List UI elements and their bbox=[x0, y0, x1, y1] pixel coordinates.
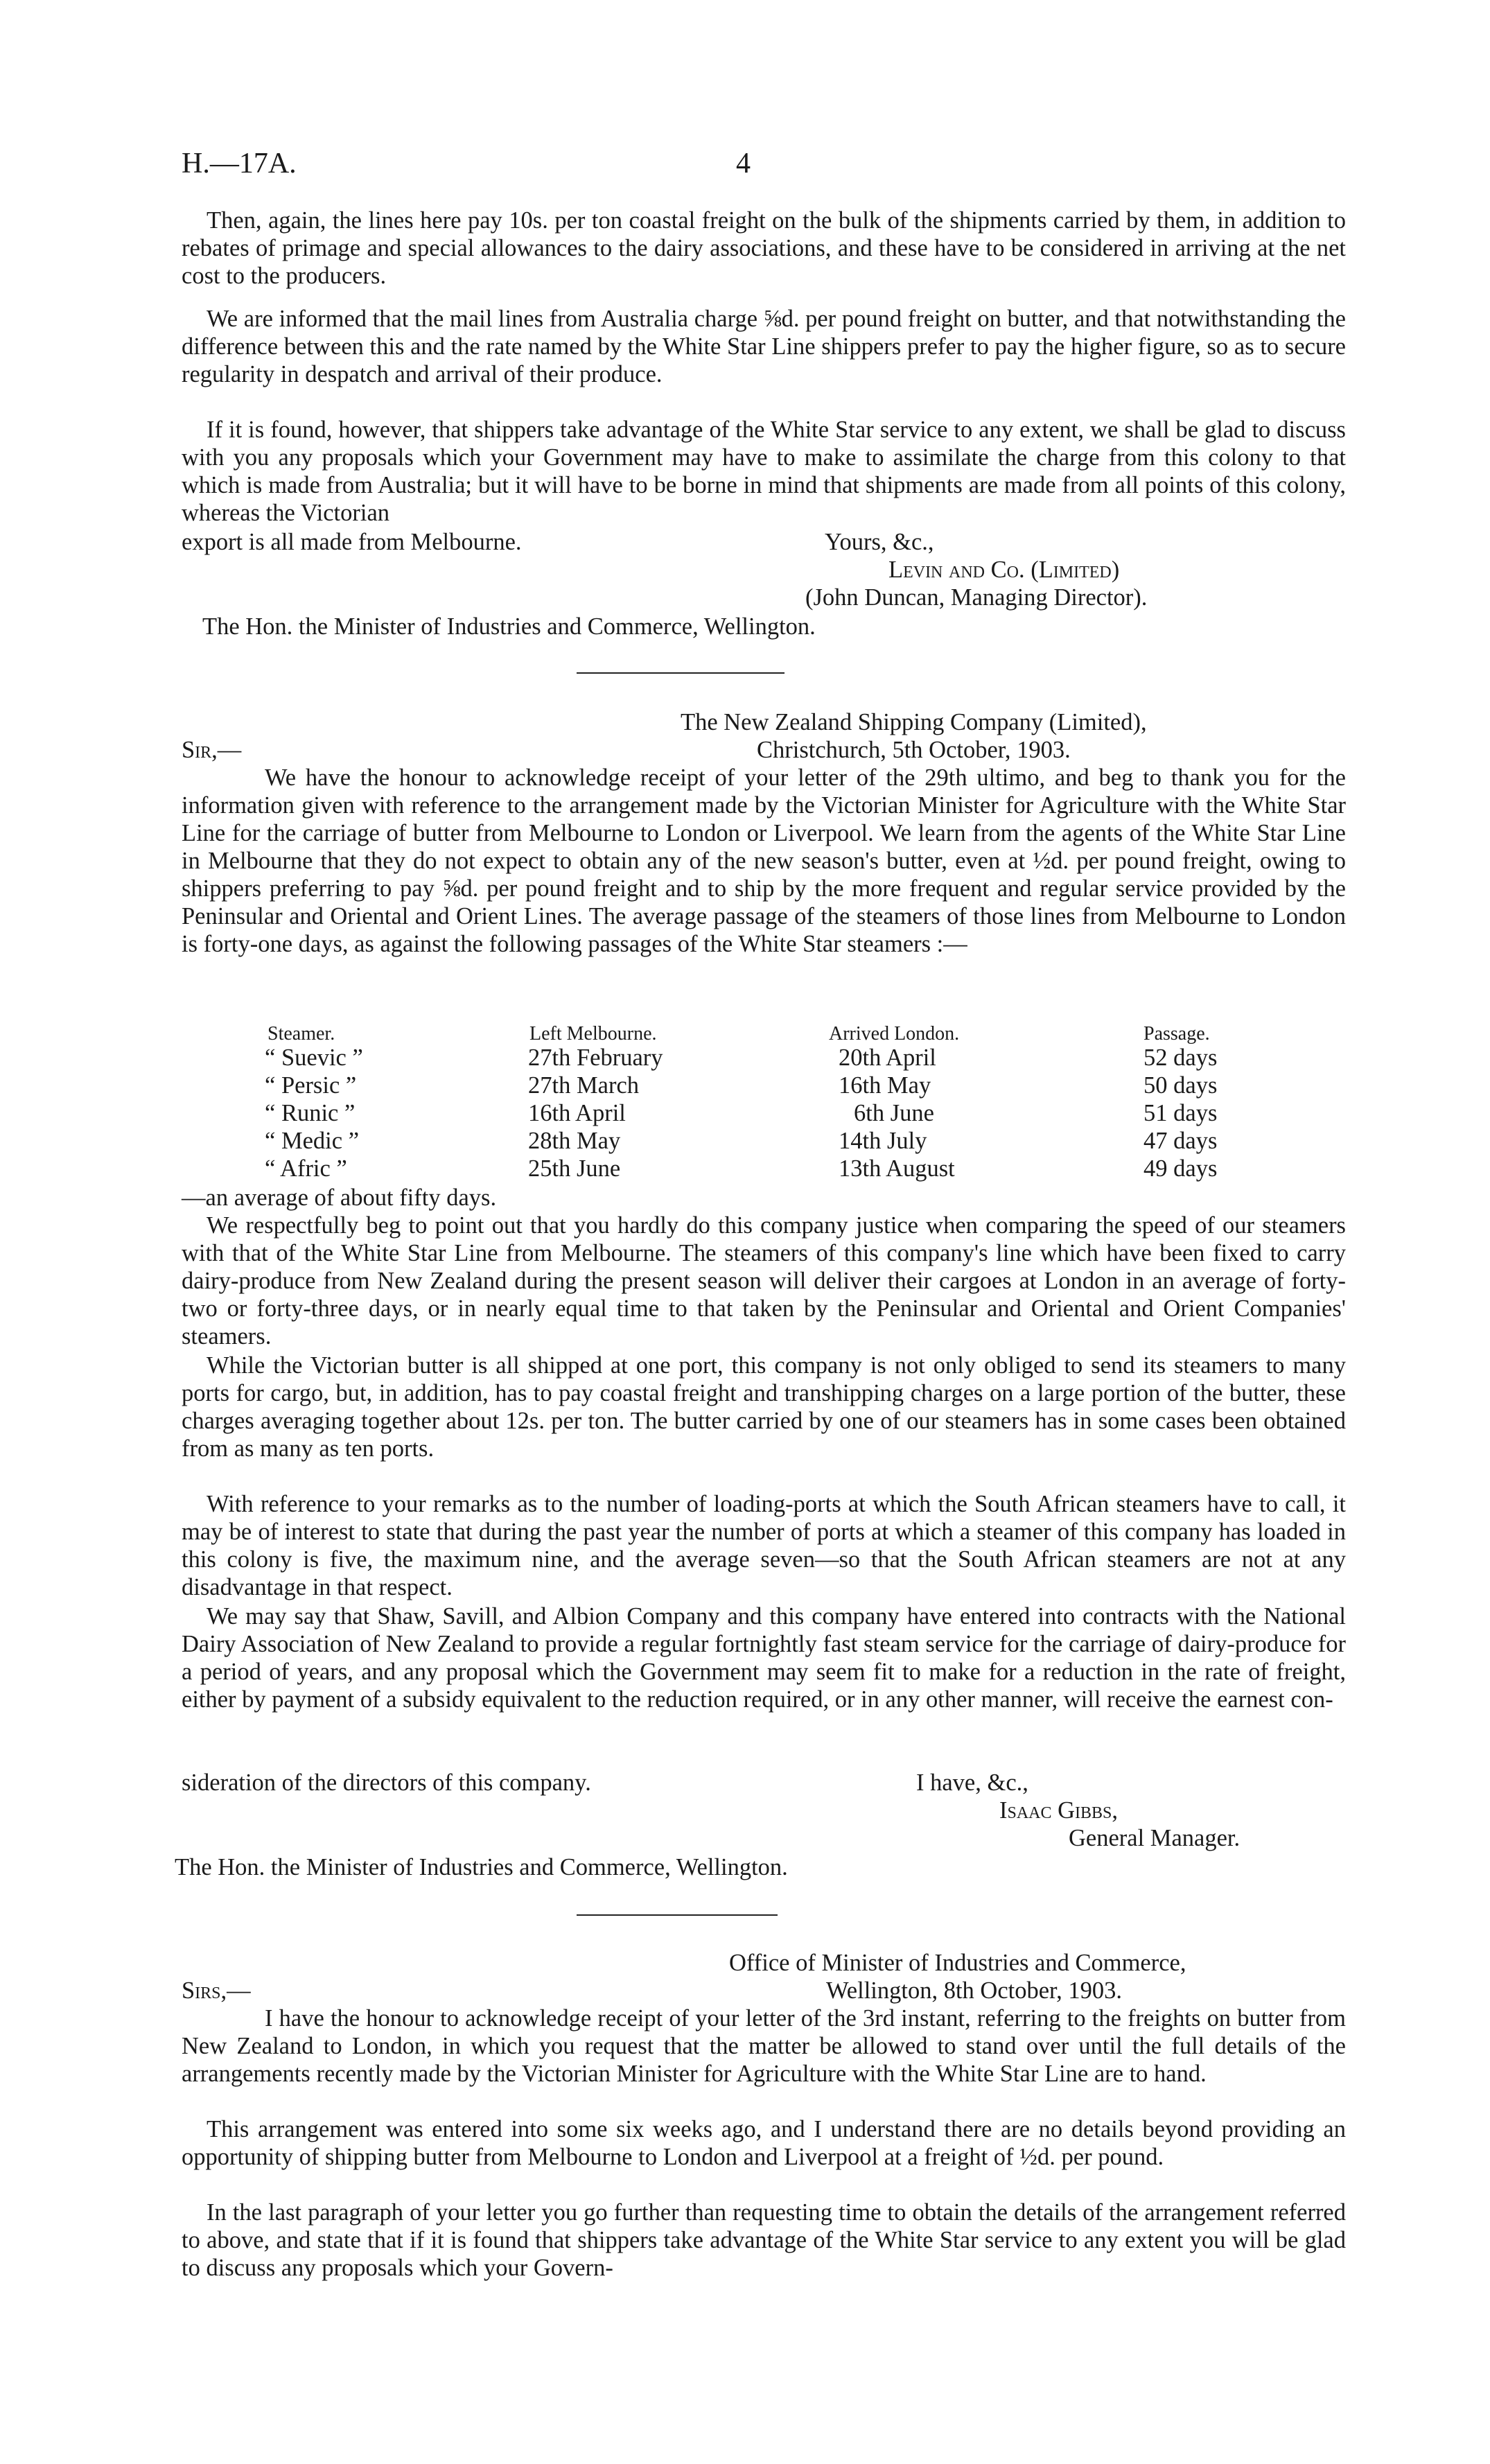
arrived-date: 6th June bbox=[854, 1100, 934, 1126]
passage-days: 52 days bbox=[1143, 1045, 1218, 1071]
letter2-last-line: sideration of the directors of this company. bbox=[182, 1770, 591, 1796]
steamer-name: “ Medic ” bbox=[265, 1128, 360, 1154]
letter2-signatory: Isaac Gibbs, bbox=[999, 1797, 1119, 1824]
letter1-signatory: Levin and Co. (Limited) bbox=[888, 557, 1120, 583]
document-reference: H.—17A. bbox=[182, 148, 297, 180]
letter1-signatory-detail: (John Duncan, Managing Director). bbox=[805, 584, 1148, 611]
table-header-left: Left Melbourne. bbox=[529, 1023, 657, 1045]
left-date: 27th February bbox=[528, 1045, 663, 1071]
page-number: 4 bbox=[736, 148, 751, 180]
section-divider bbox=[577, 1914, 778, 1916]
passage-days: 50 days bbox=[1143, 1072, 1218, 1099]
letter2-salutation: Sir,— bbox=[182, 737, 242, 763]
arrived-date: 20th April bbox=[839, 1045, 936, 1071]
passage-days: 51 days bbox=[1143, 1100, 1218, 1126]
table-summary: —an average of about fifty days. bbox=[182, 1185, 497, 1211]
left-date: 25th June bbox=[528, 1155, 621, 1182]
letter3-paragraph-3: In the last paragraph of your letter you go further than requesting time to obtain the details of the arrangement referred to above, and state that if it is found that shippers take advantage of the White Star service to any extent you will be glad to discuss any proposals which your Govern- bbox=[182, 2199, 1346, 2281]
steamer-name: “ Persic ” bbox=[265, 1072, 357, 1099]
left-date: 27th March bbox=[528, 1072, 640, 1099]
steamer-name: “ Runic ” bbox=[265, 1100, 356, 1126]
table-header-steamer: Steamer. bbox=[268, 1023, 335, 1045]
letter2-paragraph-1: We respectfully beg to point out that you hardly do this company justice when comparing the speed of our steamers with that of the White Star Line from Melbourne. The steamers of this company's line which have been fixed to carry dairy-produce from New Zealand during the present season will deliver their cargoes at London in an average of forty-two or forty-three days, or in nearly equal time to that taken by the Peninsular and Oriental and Orient Companies' steamers. bbox=[182, 1212, 1346, 1349]
letter3-paragraph-1: I have the honour to acknowledge receipt of your letter of the 3rd instant, referring to the freights on butter from New Zealand to London, in which you request that the matter be allowed to stand over until the full details of the arrangements recently made by the Victorian Minister for Agriculture with the White Star Line are to hand. bbox=[182, 2005, 1346, 2087]
letter2-paragraph-4: We may say that Shaw, Savill, and Albion Company and this company have entered into contracts with the National Dairy Association of New Zealand to provide a regular fortnightly fast steam service for the carriage of dairy-produce for a period of years, and any proposal which the Government may seem fit to make for a reduction in the rate of freight, either by payment of a subsidy equivalent to the reduction required, or in any other manner, will receive the earnest con- bbox=[182, 1603, 1346, 1713]
passage-days: 47 days bbox=[1143, 1128, 1218, 1154]
letter2-place-date: Christchurch, 5th October, 1903. bbox=[757, 737, 1071, 763]
letter1-paragraph-1: Then, again, the lines here pay 10s. per ton coastal freight on the bulk of the shipments carried by them, in addition to rebates of primage and special allowances to the dairy associations, and these have to be considered in arriving at the net cost to the producers. bbox=[182, 207, 1346, 289]
arrived-date: 16th May bbox=[839, 1072, 931, 1099]
letter3-place-date: Wellington, 8th October, 1903. bbox=[826, 1977, 1123, 2004]
letter3-paragraph-2: This arrangement was entered into some six weeks ago, and I understand there are no details beyond providing an opportunity of shipping butter from Melbourne to London and Liverpool at a freight of ½d. per pound. bbox=[182, 2116, 1346, 2170]
table-header-arrived: Arrived London. bbox=[829, 1023, 960, 1045]
arrived-date: 14th July bbox=[839, 1128, 927, 1154]
letter2-paragraph-3: With reference to your remarks as to the number of loading-ports at which the South African steamers have to call, it may be of interest to state that during the past year the number of ports at which a steamer of this company has loaded in this colony is five, the maximum nine, and the average seven—so that the South African steamers are not at any disadvantage in that respect. bbox=[182, 1491, 1346, 1600]
letter1-addressee: The Hon. the Minister of Industries and Commerce, Wellington. bbox=[202, 613, 816, 640]
letter1-paragraph-2: We are informed that the mail lines from Australia charge ⅝d. per pound freight on butter, and that notwithstanding the difference between this and the rate named by the White Star Line shippers prefer to pay the higher figure, so as to secure regularity in despatch and arrival of their produce. bbox=[182, 306, 1346, 387]
letter2-paragraph-2: While the Victorian butter is all shipped at one port, this company is not only obliged to send its steamers to many ports for cargo, but, in addition, has to pay coastal freight and transhipping charges on a large portion of the butter, these charges averaging together about 12s. per ton. The butter carried by one of our steamers has in some cases been obtained from as many as ten ports. bbox=[182, 1352, 1346, 1462]
letter1-closing: Yours, &c., bbox=[825, 529, 934, 555]
letter2-sender: The New Zealand Shipping Company (Limited), bbox=[681, 709, 1147, 735]
passage-days: 49 days bbox=[1143, 1155, 1218, 1182]
left-date: 28th May bbox=[528, 1128, 621, 1154]
letter3-sender: Office of Minister of Industries and Commerce, bbox=[729, 1950, 1186, 1976]
left-date: 16th April bbox=[528, 1100, 626, 1126]
letter2-intro-paragraph: We have the honour to acknowledge receipt of your letter of the 29th ultimo, and beg to thank you for the information given with reference to the arrangement made by the Victorian Minister for Agriculture with the White Star Line for the carriage of butter from Melbourne to London or Liverpool. We learn from the agents of the White Star Line in Melbourne that they do not expect to obtain any of the new season's butter, even at ½d. per pound freight, owing to shippers preferring to pay ⅝d. per pound freight and to ship by the more frequent and regular service provided by the Peninsular and Oriental and Orient Lines. The average passage of the steamers of those lines from Melbourne to London is forty-one days, as against the following passages of the White Star steamers :— bbox=[182, 764, 1346, 957]
section-divider bbox=[577, 672, 785, 674]
letter2-signatory-title: General Manager. bbox=[1069, 1825, 1241, 1851]
letter2-addressee: The Hon. the Minister of Industries and Commerce, Wellington. bbox=[175, 1854, 788, 1880]
table-header-passage: Passage. bbox=[1143, 1023, 1210, 1045]
letter1-paragraph-3: If it is found, however, that shippers take advantage of the White Star service to any extent, we shall be glad to discuss with you any proposals which your Government may have to make to assimilate the charge from this colony to that which is made from Australia; but it will have to be borne in mind that shipments are made from all points of this colony, whereas the Victorian bbox=[182, 417, 1346, 526]
letter2-closing: I have, &c., bbox=[916, 1770, 1028, 1796]
steamer-name: “ Afric ” bbox=[265, 1155, 347, 1182]
letter3-salutation: Sirs,— bbox=[182, 1977, 251, 2004]
arrived-date: 13th August bbox=[839, 1155, 955, 1182]
steamer-name: “ Suevic ” bbox=[265, 1045, 363, 1071]
letter1-last-line: export is all made from Melbourne. bbox=[182, 529, 522, 555]
